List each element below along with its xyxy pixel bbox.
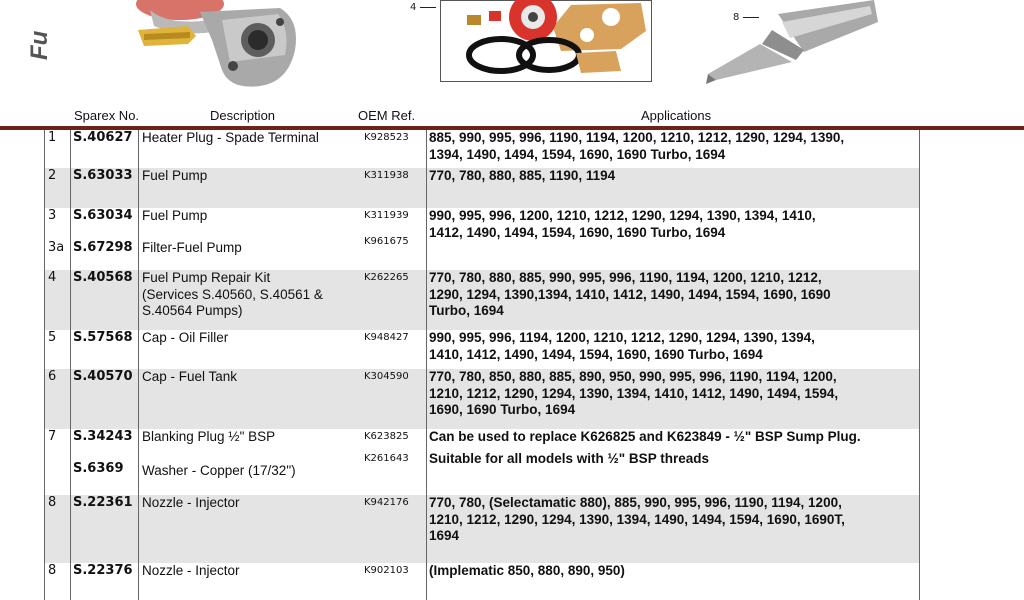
sparex-number: S.40627 xyxy=(73,130,133,145)
column-header-oem-ref: OEM Ref. xyxy=(358,108,416,123)
table-row xyxy=(44,168,920,208)
sparex-number: S.22376 xyxy=(73,563,133,578)
applications: 885, 990, 995, 996, 1190, 1194, 1200, 1210, 1212, 1290, 1294, 1390, 1394, 1490, 1494, 1594, 1690, 1690 Turbo, 1694 xyxy=(429,130,845,162)
row-number: 4 xyxy=(48,270,57,285)
applications: Suitable for all models with ½" BSP threads xyxy=(429,451,709,466)
column-header-applications: Applications xyxy=(641,108,712,123)
sparex-number: S.6369 xyxy=(73,461,124,476)
table-row xyxy=(44,270,920,330)
table-row xyxy=(44,234,920,270)
sparex-number: S.40570 xyxy=(73,369,133,384)
parts-table xyxy=(44,130,920,600)
applications: 770, 780, 880, 885, 1190, 1194 xyxy=(429,168,616,183)
applications: 770, 780, 880, 885, 990, 995, 996, 1190, 1194, 1200, 1210, 1212, 1290, 1294, 1390,1394, 1410, 1412, 1490, 1494, 1594, 1690, 1690 Turbo, 1694 xyxy=(429,270,831,318)
column-header-sparex-no: Sparex No. xyxy=(74,108,140,123)
description: Nozzle - Injector xyxy=(142,563,240,578)
description: Washer - Copper (17/32") xyxy=(142,463,296,478)
callout-nozzle: 8 xyxy=(733,12,759,23)
applications: 990, 995, 996, 1200, 1210, 1212, 1290, 1294, 1390, 1394, 1410, 1412, 1490, 1494, 1594, 1690, 1690 Turbo, 1694 xyxy=(429,208,816,240)
oem-ref: K902103 xyxy=(364,565,409,576)
injector-nozzle-photo xyxy=(700,0,880,92)
description: Fuel Pump xyxy=(142,208,208,223)
row-number: 2 xyxy=(48,168,57,183)
applications: Can be used to replace K626825 and K623849 - ½" BSP Sump Plug. xyxy=(429,429,861,444)
oem-ref: K261643 xyxy=(364,453,409,464)
description: Blanking Plug ½" BSP xyxy=(142,429,276,444)
table-row xyxy=(44,495,920,563)
row-number: 3a xyxy=(48,240,65,255)
applications: 770, 780, (Selectamatic 880), 885, 990, 995, 996, 1190, 1194, 1200, 1210, 1212, 1290, 1294, 1390, 1394, 1490, 1494, 1594, 1690, 1690T, 1694 xyxy=(429,495,845,543)
row-number: 7 xyxy=(48,429,57,444)
oem-ref: K311939 xyxy=(364,210,409,221)
description: Heater Plug - Spade Terminal xyxy=(142,130,319,145)
column-divider xyxy=(70,130,71,600)
row-number: 1 xyxy=(48,130,57,145)
sparex-number: S.63034 xyxy=(73,208,133,223)
description: Fuel Pump Repair Kit (Services S.40560, S.40561 & S.40564 Pumps) xyxy=(142,270,323,318)
oem-ref: K928523 xyxy=(364,132,409,143)
column-header-description: Description xyxy=(210,108,276,123)
fuel-pump-photo xyxy=(130,0,305,92)
description: Nozzle - Injector xyxy=(142,495,240,510)
sparex-number: S.34243 xyxy=(73,429,133,444)
row-number: 8 xyxy=(48,495,57,510)
sparex-number: S.40568 xyxy=(73,270,133,285)
table-row xyxy=(44,451,920,495)
row-number: 5 xyxy=(48,330,57,345)
table-row xyxy=(44,369,920,429)
table-row xyxy=(44,130,920,168)
column-divider xyxy=(44,130,45,600)
table-row xyxy=(44,330,920,369)
sparex-number: S.67298 xyxy=(73,240,133,255)
callout-kit: 4 xyxy=(410,2,436,13)
table-row xyxy=(44,563,920,600)
table-row xyxy=(44,429,920,451)
section-title: Fu xyxy=(26,30,53,60)
oem-ref: K262265 xyxy=(364,272,409,283)
applications: 990, 995, 996, 1194, 1200, 1210, 1212, 1290, 1294, 1390, 1394, 1410, 1412, 1490, 1494, 1594, 1690, 1690 Turbo, 1694 xyxy=(429,330,815,362)
description: Fuel Pump xyxy=(142,168,208,183)
column-divider xyxy=(426,130,427,600)
row-number: 3 xyxy=(48,208,57,223)
description: Cap - Fuel Tank xyxy=(142,369,238,384)
sparex-number: S.63033 xyxy=(73,168,133,183)
description: Filter-Fuel Pump xyxy=(142,240,242,255)
oem-ref: K304590 xyxy=(364,371,409,382)
oem-ref: K623825 xyxy=(364,431,409,442)
oem-ref: K961675 xyxy=(364,236,409,247)
row-number: 6 xyxy=(48,369,57,384)
repair-kit-photo xyxy=(441,1,651,81)
column-divider xyxy=(919,130,920,600)
row-number: 8 xyxy=(48,563,57,578)
sparex-number: S.22361 xyxy=(73,495,133,510)
applications: (Implematic 850, 880, 890, 950) xyxy=(429,563,625,578)
sparex-number: S.57568 xyxy=(73,330,133,345)
applications: 770, 780, 850, 880, 885, 890, 950, 990, 995, 996, 1190, 1194, 1200, 1210, 1212, 1290, 1294, 1390, 1394, 1410, 1412, 1490, 1494, 1594, 1690, 1690 Turbo, 1694 xyxy=(429,369,839,417)
oem-ref: K942176 xyxy=(364,497,409,508)
oem-ref: K948427 xyxy=(364,332,409,343)
repair-kit-photo-frame xyxy=(440,0,652,82)
description: Cap - Oil Filler xyxy=(142,330,229,345)
oem-ref: K311938 xyxy=(364,170,409,181)
column-divider xyxy=(138,130,139,600)
